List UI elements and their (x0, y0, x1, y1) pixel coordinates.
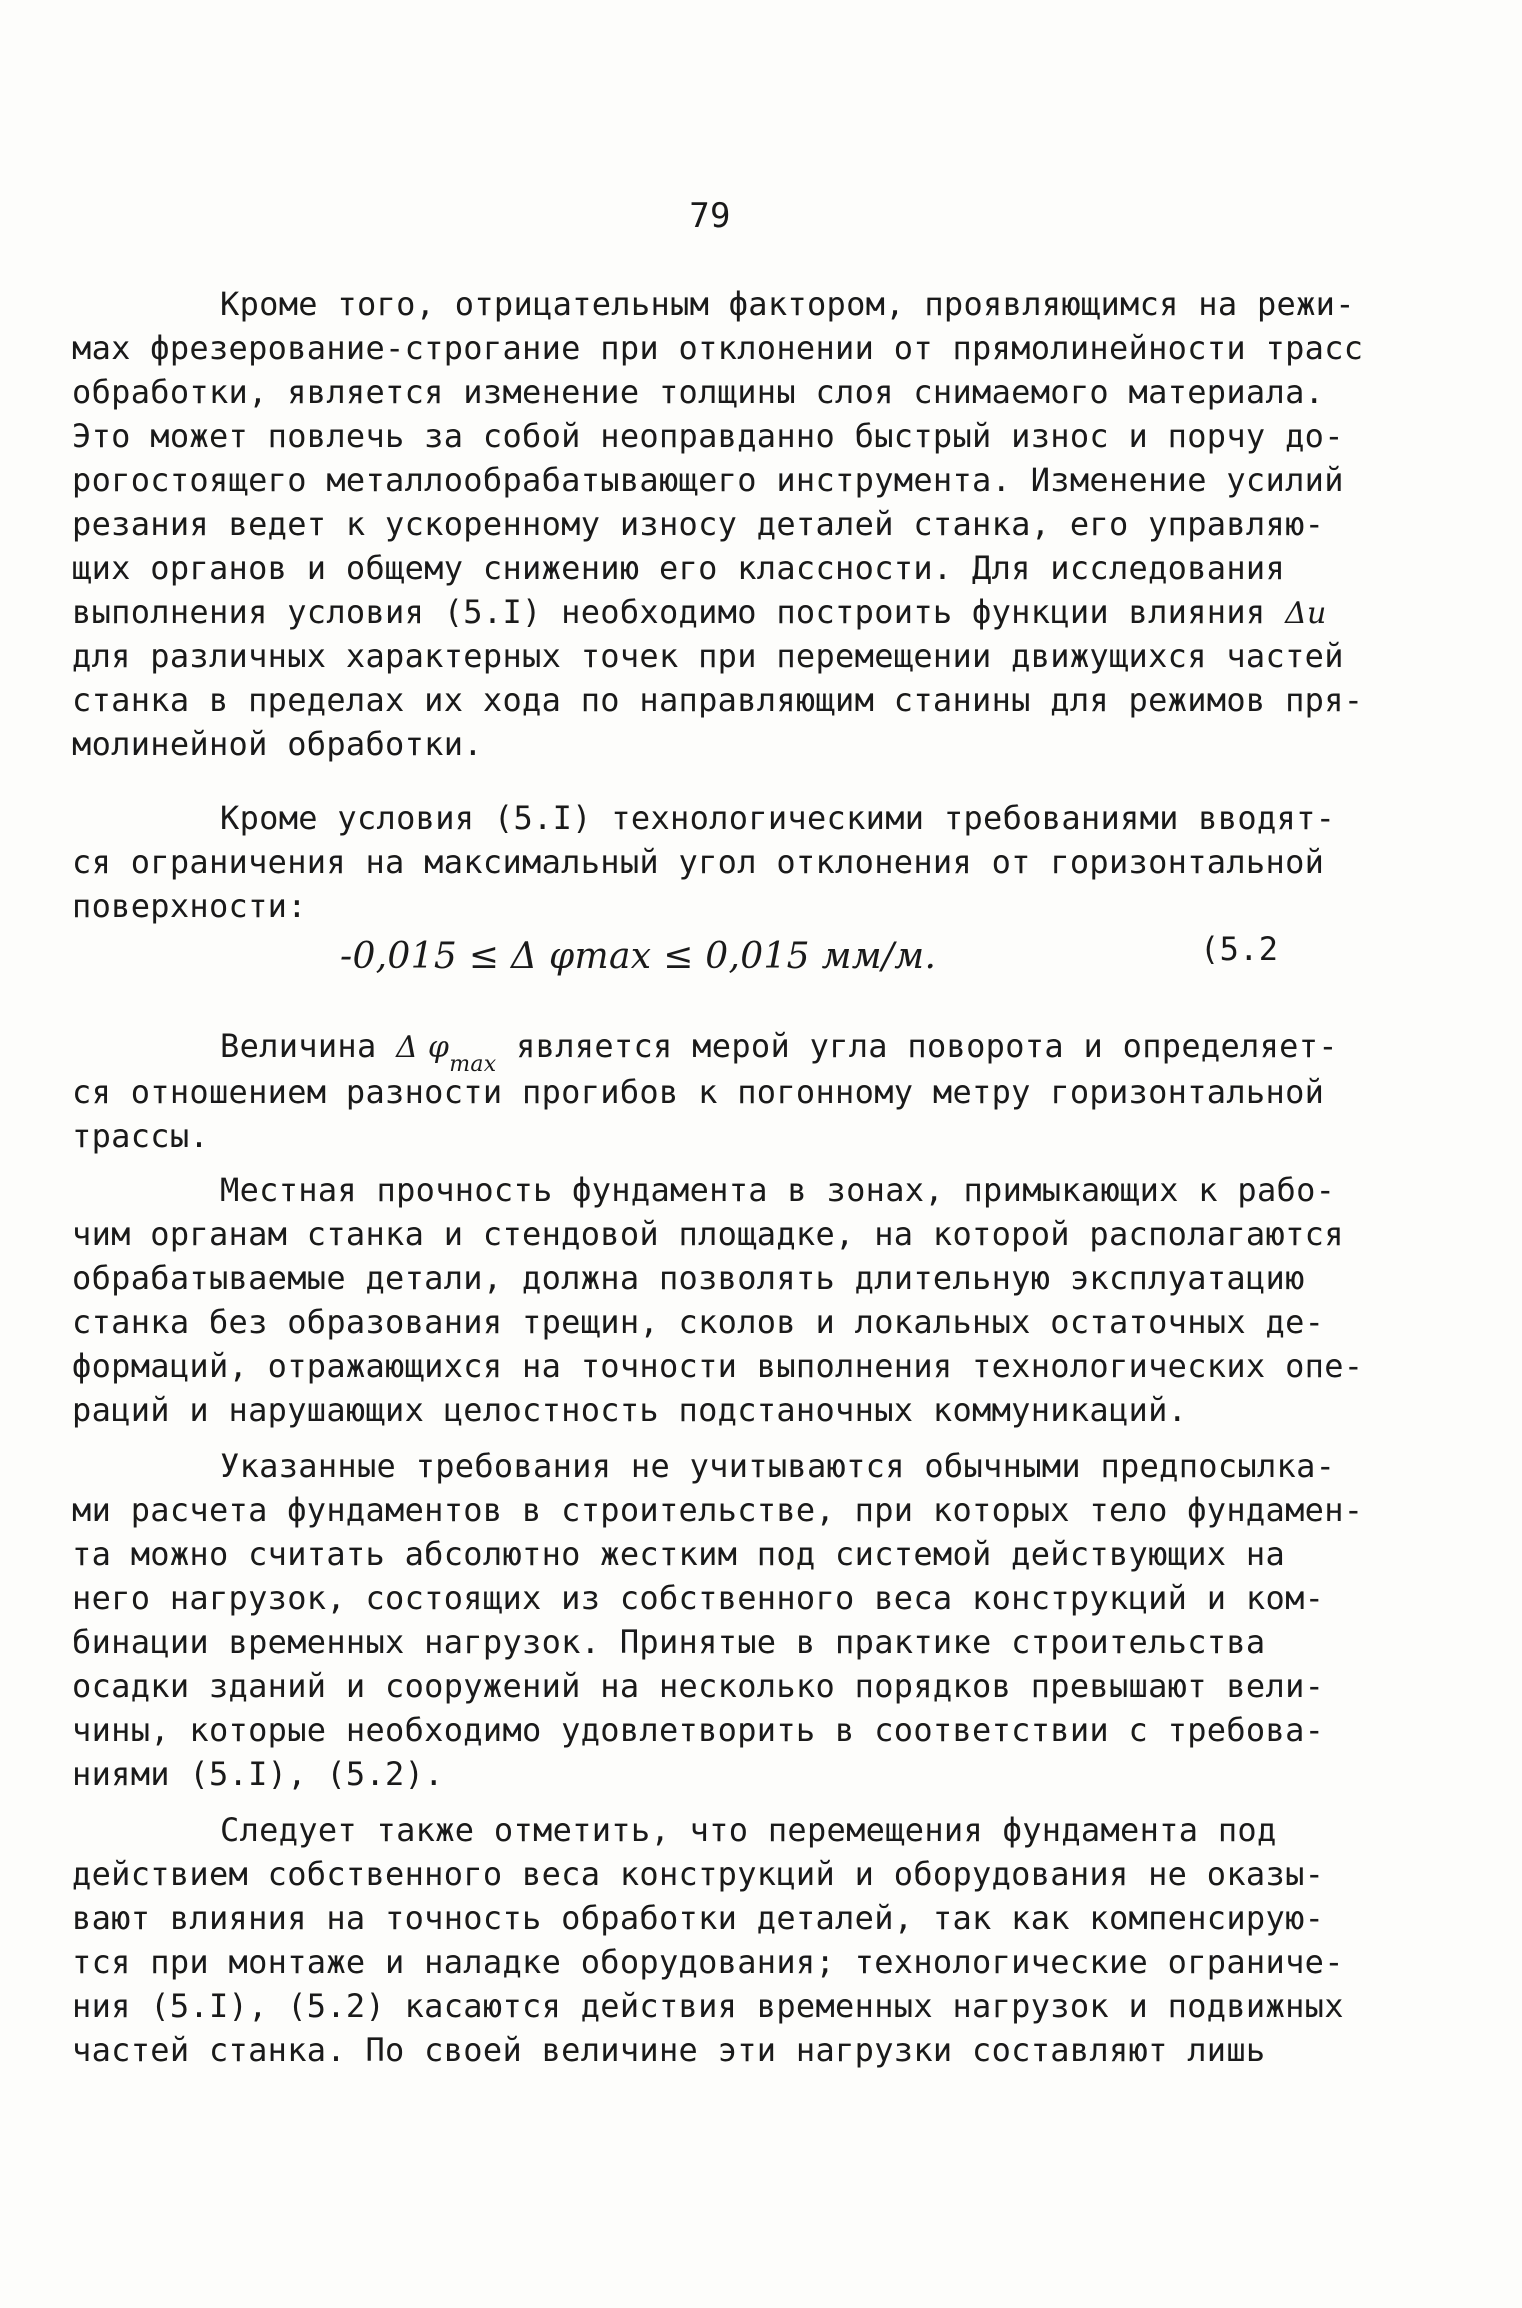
text-line: вают влияния на точность обработки деталей, так как компенсирую- (72, 1899, 1325, 1937)
text-line: поверхности: (72, 887, 307, 925)
text-line: формаций, отражающихся на точности выполнения технологических опе- (72, 1347, 1364, 1385)
text-line: него нагрузок, состоящих из собственного веса конструкций и ком- (72, 1579, 1325, 1617)
text-line (220, 1026, 1338, 1077)
text-fragment: выполнения условия (5.I) необходимо построить функции влияния (72, 593, 1266, 631)
text-line: ся ограничения на максимальный угол отклонения от горизонтальной (72, 843, 1325, 881)
text-line: резания ведет к ускоренному износу деталей станка, его управляю- (72, 505, 1325, 543)
text-line: осадки зданий и сооружений на несколько порядков превышают вели- (72, 1667, 1325, 1705)
text-line: Кроме условия (5.I) технологическими требованиями вводят- (220, 799, 1336, 837)
text-line: бинации временных нагрузок. Принятые в практике строительства (72, 1623, 1266, 1661)
text-line: молинейной обработки. (72, 725, 483, 763)
text-line: ся отношением разности прогибов к погонному метру горизонтальной (72, 1073, 1325, 1111)
text-line: чины, которые необходимо удовлетворить в соответствии с требова- (72, 1711, 1325, 1749)
text-fragment: является мерой угла поворота и определяет- (516, 1027, 1338, 1065)
text-line: Указанные требования не учитываются обычными предпосылка- (220, 1447, 1336, 1485)
text-line: Местная прочность фундамента в зонах, примыкающих к рабо- (220, 1171, 1336, 1209)
text-fragment: Величина (220, 1027, 377, 1065)
text-line: частей станка. По своей величине эти нагрузки составляют лишь (72, 2031, 1266, 2069)
page-number: 79 (689, 196, 731, 236)
text-line: ния (5.I), (5.2) касаются действия временных нагрузок и подвижных (72, 1987, 1344, 2025)
max-subscript: max (449, 1052, 497, 1077)
text-line: обрабатываемые детали, должна позволять длительную эксплуатацию (72, 1259, 1305, 1297)
text-line: станка без образования трещин, сколов и локальных остаточных де- (72, 1303, 1325, 1341)
text-line: для различных характерных точек при перемещении движущихся частей (72, 637, 1344, 675)
text-line: рогостоящего металлообрабатывающего инструмента. Изменение усилий (72, 461, 1344, 499)
equation-number: (5.2 (1200, 930, 1279, 968)
text-line: действием собственного веса конструкций и оборудования не оказы- (72, 1855, 1325, 1893)
text-line: станка в пределах их хода по направляющим станины для режимов пря- (72, 681, 1364, 719)
text-line: раций и нарушающих целостность подстаночных коммуникаций. (72, 1391, 1188, 1429)
text-line: ниями (5.I), (5.2). (72, 1755, 444, 1793)
text-line: Кроме того, отрицательным фактором, проявляющимся на режи- (220, 285, 1355, 323)
text-line: та можно считать абсолютно жестким под системой действующих на (72, 1535, 1286, 1573)
formula: -0,015 ≤ Δ φmax ≤ 0,015 мм/м. (340, 936, 937, 977)
influence-symbol: Δu (1285, 596, 1327, 631)
text-line: Это может повлечь за собой неоправданно быстрый износ и порчу до- (72, 417, 1344, 455)
text-line: тся при монтаже и наладке оборудования; технологические ограниче- (72, 1943, 1344, 1981)
text-line (72, 592, 1327, 636)
text-line: чим органам станка и стендовой площадке, на которой располагаются (72, 1215, 1344, 1253)
text-line: мах фрезерование-строгание при отклонении от прямолинейности трасс (72, 329, 1364, 367)
text-line: Следует также отметить, что перемещения фундамента под (220, 1811, 1277, 1849)
text-line: щих органов и общему снижению его классности. Для исследования (72, 549, 1286, 587)
delta-phi-symbol: Δ φ (396, 1030, 450, 1065)
text-line: ми расчета фундаментов в строительстве, при которых тело фундамен- (72, 1491, 1364, 1529)
text-line: трассы. (72, 1117, 209, 1155)
text-line: обработки, является изменение толщины слоя снимаемого материала. (72, 373, 1325, 411)
